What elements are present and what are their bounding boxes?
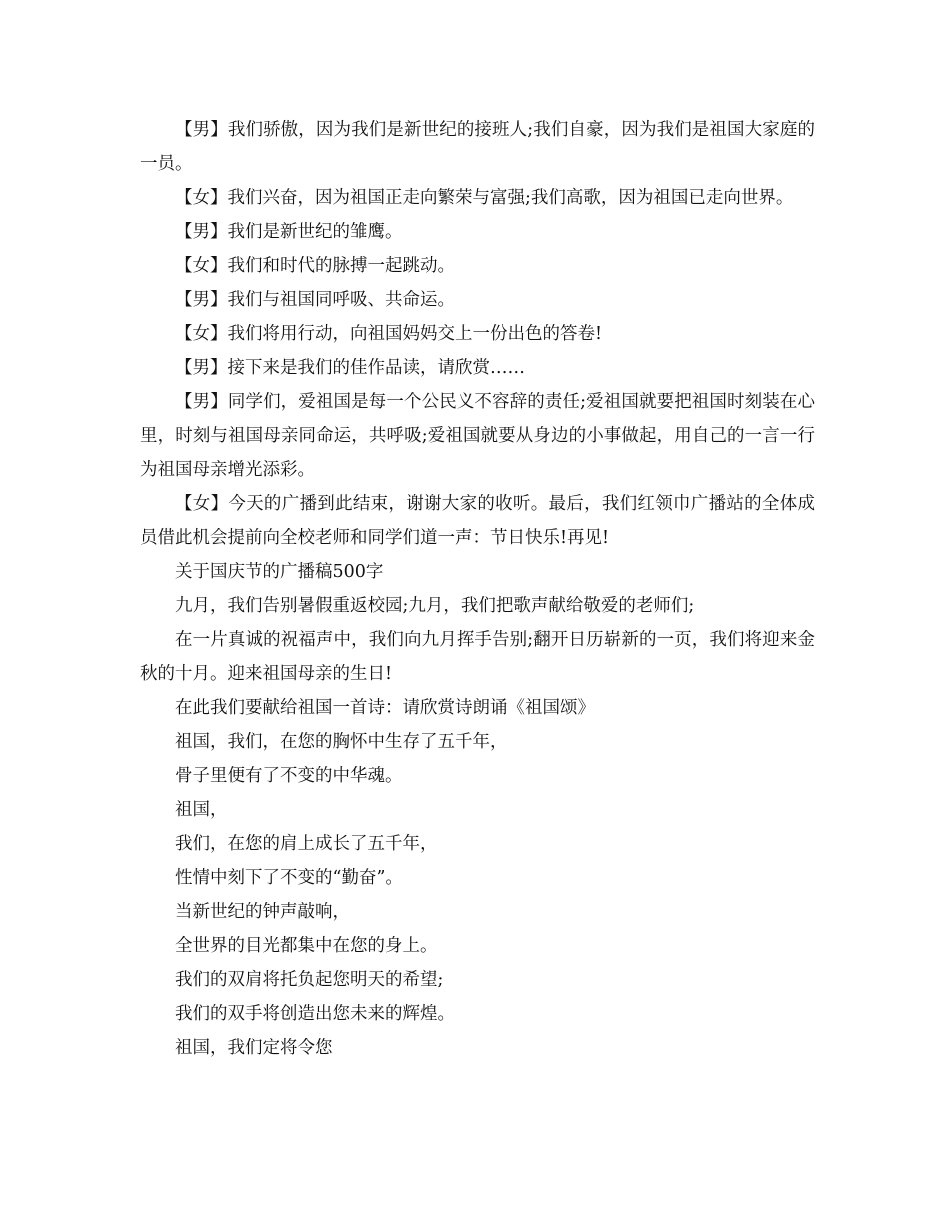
paragraph-male-next: 【男】接下来是我们的佳作品读，请欣赏…… — [175, 358, 525, 378]
paragraph-female-pulse: 【女】我们和时代的脉搏一起跳动。 — [175, 256, 455, 276]
section-heading: 关于国庆节的广播稿500字 — [175, 562, 384, 582]
paragraph-female-excited: 【女】我们兴奋，因为祖国正走向繁荣与富强;我们高歌，因为祖国已走向世界。 — [175, 188, 794, 208]
poem-line: 骨子里便有了不变的中华魂。 — [175, 766, 403, 786]
paragraph-poem-intro: 在此我们要献给祖国一首诗：请欣赏诗朗诵《祖国颂》 — [175, 698, 595, 718]
document-body — [140, 113, 815, 1065]
paragraph-female-closing: 【女】今天的广播到此结束，谢谢大家的收听。最后，我们红领巾广播站的全体成员借此机会提前向全校老师和同学们道一声：节日快乐!再见! — [140, 494, 815, 548]
paragraph-male-breathe: 【男】我们与祖国同呼吸、共命运。 — [175, 290, 455, 310]
paragraph-male-proud: 【男】我们骄傲，因为我们是新世纪的接班人;我们自豪，因为我们是祖国大家庭的一员。 — [140, 120, 815, 174]
poem-line: 我们的双肩将托负起您明天的希望; — [175, 970, 444, 990]
poem-line: 祖国，我们定将令您 — [175, 1038, 333, 1058]
paragraph-male-eaglets: 【男】我们是新世纪的雏鹰。 — [175, 222, 403, 242]
poem-line: 我们的双手将创造出您未来的辉煌。 — [175, 1004, 455, 1024]
poem-line: 全世界的目光都集中在您的身上。 — [175, 936, 438, 956]
poem-line: 性情中刻下了不变的“勤奋”。 — [175, 868, 403, 888]
paragraph-september: 九月，我们告别暑假重返校园;九月，我们把歌声献给敬爱的老师们; — [175, 596, 695, 616]
paragraph-female-answer: 【女】我们将用行动，向祖国妈妈交上一份出色的答卷! — [175, 324, 603, 344]
paragraph-male-classmates: 【男】同学们，爱祖国是每一个公民义不容辞的责任;爱祖国就要把祖国时刻装在心里，时刻与祖国母亲同命运，共呼吸;爱祖国就要从身边的小事做起，用自己的一言一行为祖国母亲增光添彩。 — [140, 392, 815, 480]
paragraph-farewell: 在一片真诚的祝福声中，我们向九月挥手告别;翻开日历崭新的一页，我们将迎来金秋的十月。迎来祖国母亲的生日! — [140, 630, 815, 684]
poem-line: 祖国，我们，在您的胸怀中生存了五千年， — [175, 732, 508, 752]
poem-line: 当新世纪的钟声敲响， — [175, 902, 350, 922]
poem-line: 祖国， — [175, 800, 228, 820]
poem-line: 我们，在您的肩上成长了五千年， — [175, 834, 438, 854]
